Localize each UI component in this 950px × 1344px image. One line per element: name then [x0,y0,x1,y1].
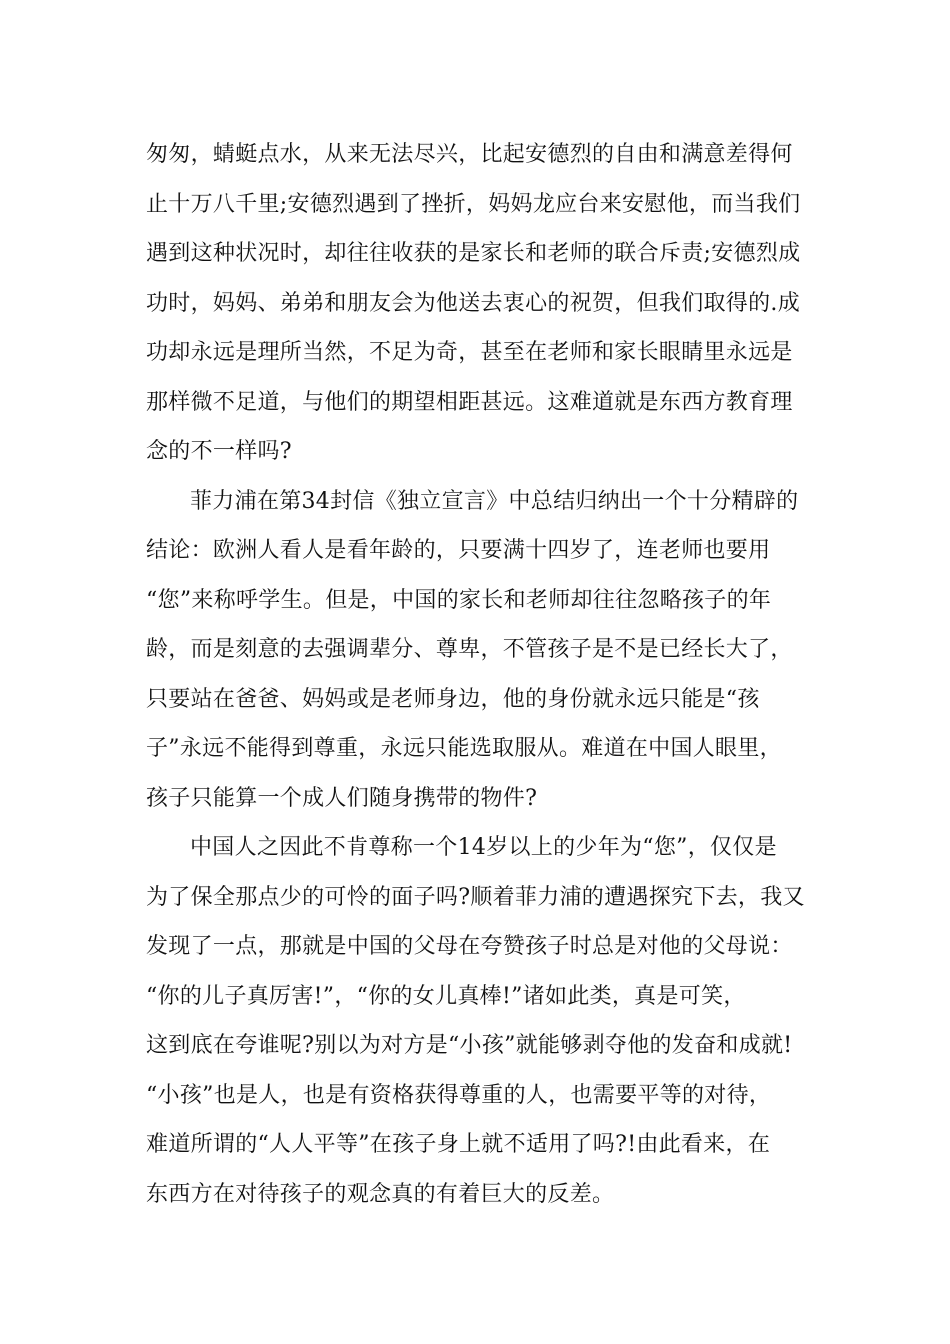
text-line: “你的儿子真厉害!”，“你的女儿真棒!”诸如此类，真是可笑， [146,983,746,1009]
text-line: 菲力浦在第34封信《独立宣言》中总结归纳出一个十分精辟的 [190,488,799,514]
text-line: 难道所谓的“人人平等”在孩子身上就不适用了吗?!由此看来，在 [146,1132,771,1157]
text-line: “小孩”也是人，也是有资格获得尊重的人，也需要平等的对待， [146,1082,772,1108]
text-line: 止十万八千里;安德烈遇到了挫折，妈妈龙应台来安慰他，而当我们 [146,191,801,217]
text-line: 孩子只能算一个成人们随身携带的物件? [146,785,538,811]
text-line: 功却永远是理所当然，不足为奇，甚至在老师和家长眼睛里永远是 [146,340,793,365]
text-line: 为了保全那点少的可怜的面子吗?顺着菲力浦的遭遇探究下去，我又 [146,884,805,910]
text-line: 发现了一点，那就是中国的父母在夸赞孩子时总是对他的父母说： [146,934,793,959]
text-line: 结论：欧洲人看人是看年龄的，只要满十四岁了，连老师也要用 [146,538,771,563]
text-line: 龄，而是刻意的去强调辈分、尊卑，不管孩子是不是已经长大了， [146,637,793,662]
text-line: 功时，妈妈、弟弟和朋友会为他送去衷心的祝贺，但我们取得的.成 [146,290,800,316]
text-line: 中国人之因此不肯尊称一个14岁以上的少年为“您”，仅仅是 [190,835,777,860]
text-line: 遇到这种状况时，却往往收获的是家长和老师的联合斥责;安德烈成 [146,241,801,266]
text-line: 那样微不足道，与他们的期望相距甚远。这难道就是东西方教育理 [146,389,793,415]
text-line: 子”永远不能得到尊重，永远只能选取服从。难道在中国人眼里， [146,736,782,761]
text-line: 念的不一样吗? [146,439,292,464]
text-line: 这到底在夸谁呢?别以为对方是“小孩”就能够剥夺他的发奋和成就! [146,1033,793,1058]
text-line: 只要站在爸爸、妈妈或是老师身边，他的身份就永远只能是“孩 [146,686,760,712]
body-text [146,130,826,1219]
text-line: 东西方在对待孩子的观念真的有着巨大的反差。 [146,1181,615,1207]
text-line: 匆匆，蜻蜓点水，从来无法尽兴，比起安德烈的自由和满意差得何 [146,142,793,167]
text-line: “您”来称呼学生。但是，中国的家长和老师却往往忽略孩子的年 [146,587,772,613]
